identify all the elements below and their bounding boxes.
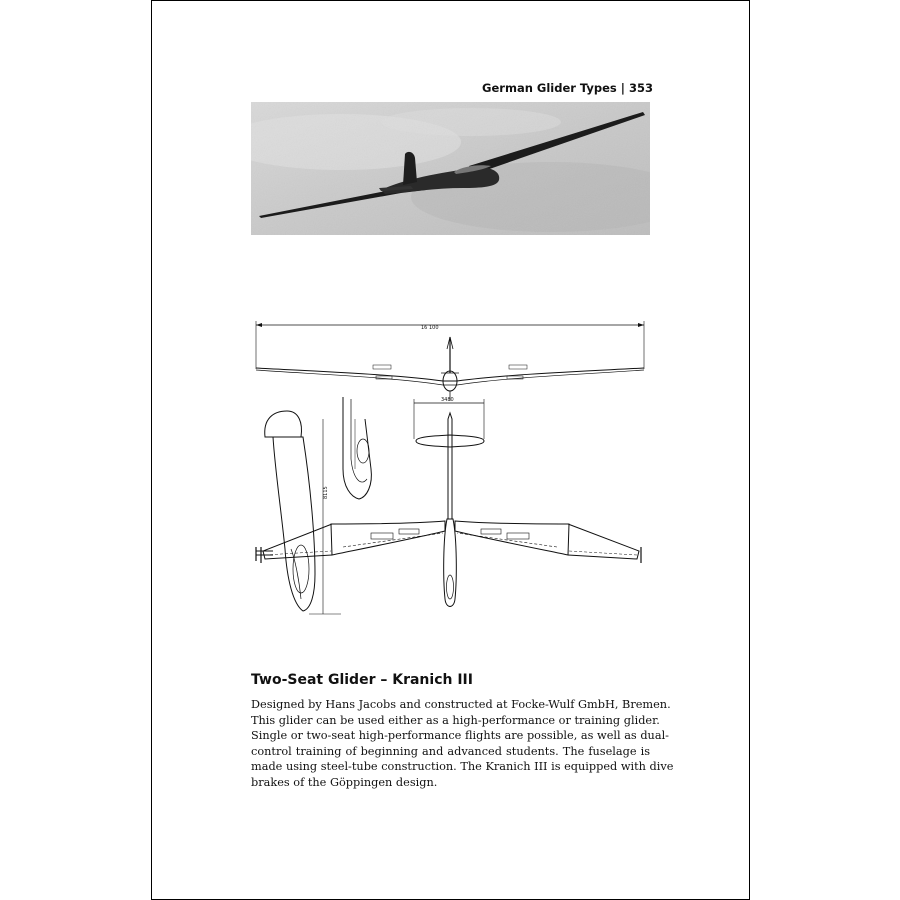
length-dimension-label: 8115 xyxy=(323,486,329,499)
book-page xyxy=(151,0,750,900)
glider-photo xyxy=(251,102,650,235)
three-view-drawing-svg xyxy=(251,319,651,619)
article-body xyxy=(251,697,674,791)
three-view-drawing xyxy=(251,319,651,619)
span-dimension-label: 16 100 xyxy=(421,325,439,331)
glider-photo-image xyxy=(251,102,650,235)
article-title: Two-Seat Glider – Kranich III xyxy=(251,672,473,688)
body-line: Single or two-seat high-performance flights are possible, as well as dual- xyxy=(251,729,669,743)
body-line: made using steel-tube construction. The Kranich III is equipped with dive xyxy=(251,760,674,774)
body-line: This glider can be used either as a high-performance or training glider. xyxy=(251,713,660,727)
tailplane-dimension-label: 3480 xyxy=(441,397,454,403)
body-line: brakes of the Göppingen design. xyxy=(251,775,438,789)
body-line: control training of beginning and advanced students. The fuselage is xyxy=(251,744,650,758)
running-head: German Glider Types | 353 xyxy=(482,81,653,95)
body-line: Designed by Hans Jacobs and constructed at Focke-Wulf GmbH, Bremen. xyxy=(251,698,671,711)
